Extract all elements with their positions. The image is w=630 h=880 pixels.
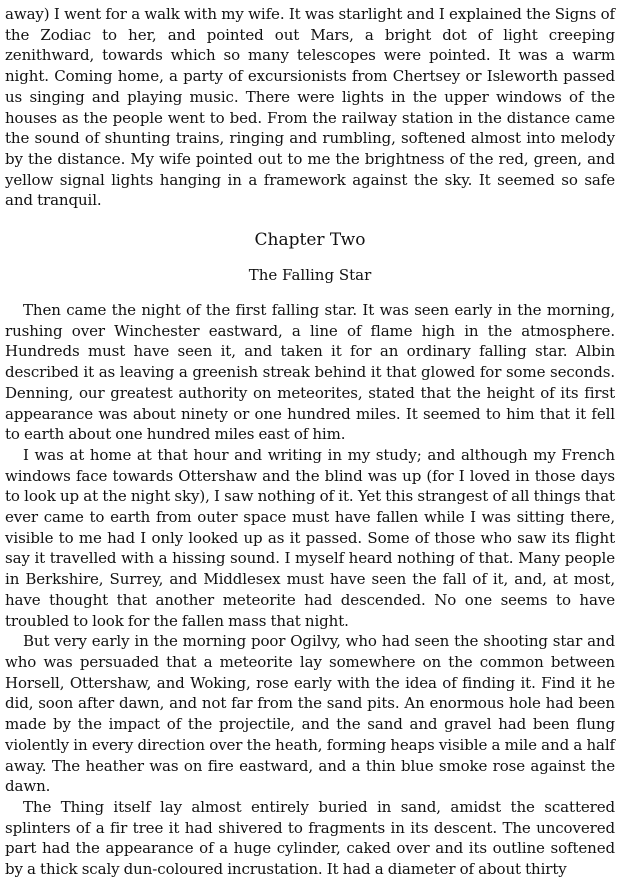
opening-paragraph: away) I went for a walk with my wife. It was starlight and I explained the Signs of the Zodiac to her, and pointed out Mars, a bright dot of light creeping zenithward, towards which so many telescopes were pointed. It was a warm night. Coming home, a party of excursionists from Chertsey or Isleworth passed us singing and playing music. There were lights in the upper windows of the houses as the people went to bed. From the railway station in the distance came the sound of shunting trains, ringing and rumbling, softened almost into melody by the distance. My wife pointed out to me the brightness of the red, green, and yellow signal lights hanging in a framework against the sky. It seemed so safe and tranquil. (5, 5, 615, 210)
chapter-title: Chapter Two (254, 230, 366, 251)
paragraph-ogilvy: But very early in the morning poor Ogilvy, who had seen the shooting star and who was persuaded that a meteorite lay somewhere on the common between Horsell, Ottershaw, and Woking, rose early with the idea of finding it. Find it he did, soon after dawn, and not far from the sand pits. An enormous hole had been made by the impact of the projectile, and the sand and gravel had been flung violently in every direction over the heath, forming heaps visible a mile and a half away. The heather was on fire eastward, and a thin blue smoke rose against the dawn. (5, 632, 615, 796)
paragraph-study: I was at home at that hour and writing in my study; and although my French windows face towards Ottershaw and the blind was up (for I loved in those days to look up at the night sky), I saw nothing of it. Yet this strangest of all things that ever came to earth from outer space must have fallen while I was sitting there, visible to me had I only looked up as it passed. Some of those who saw its flight say it travelled with a hissing sound. I myself heard nothing of that. Many people in Berkshire, Surrey, and Middlesex must have seen the fall of it, and, at most, have thought that another meteorite had descended. No one seems to have troubled to look for the fallen mass that night. (5, 445, 615, 630)
chapter-subtitle: The Falling Star (248, 266, 372, 285)
paragraph-the-thing: The Thing itself lay almost entirely buried in sand, amidst the scattered splinters of a fir tree it had shivered to fragments in its descent. The uncovered part had the appearance of a huge cylinder, caked over and its outline softened by a thick scaly dun-coloured incrustation. It had a diameter of about thirty (5, 797, 615, 879)
book-page (5, 4, 615, 880)
paragraph-falling-star: Then came the night of the first falling star. It was seen early in the morning, rushing over Winchester eastward, a line of flame high in the atmosphere. Hundreds must have seen it, and taken it for an ordinary falling star. Albin described it as leaving a greenish streak behind it that glowed for some seconds. Denning, our greatest authority on meteorites, stated that the height of its first appearance was about ninety or one hundred miles. It seemed to him that it fell to earth about one hundred miles east of him. (5, 301, 615, 444)
